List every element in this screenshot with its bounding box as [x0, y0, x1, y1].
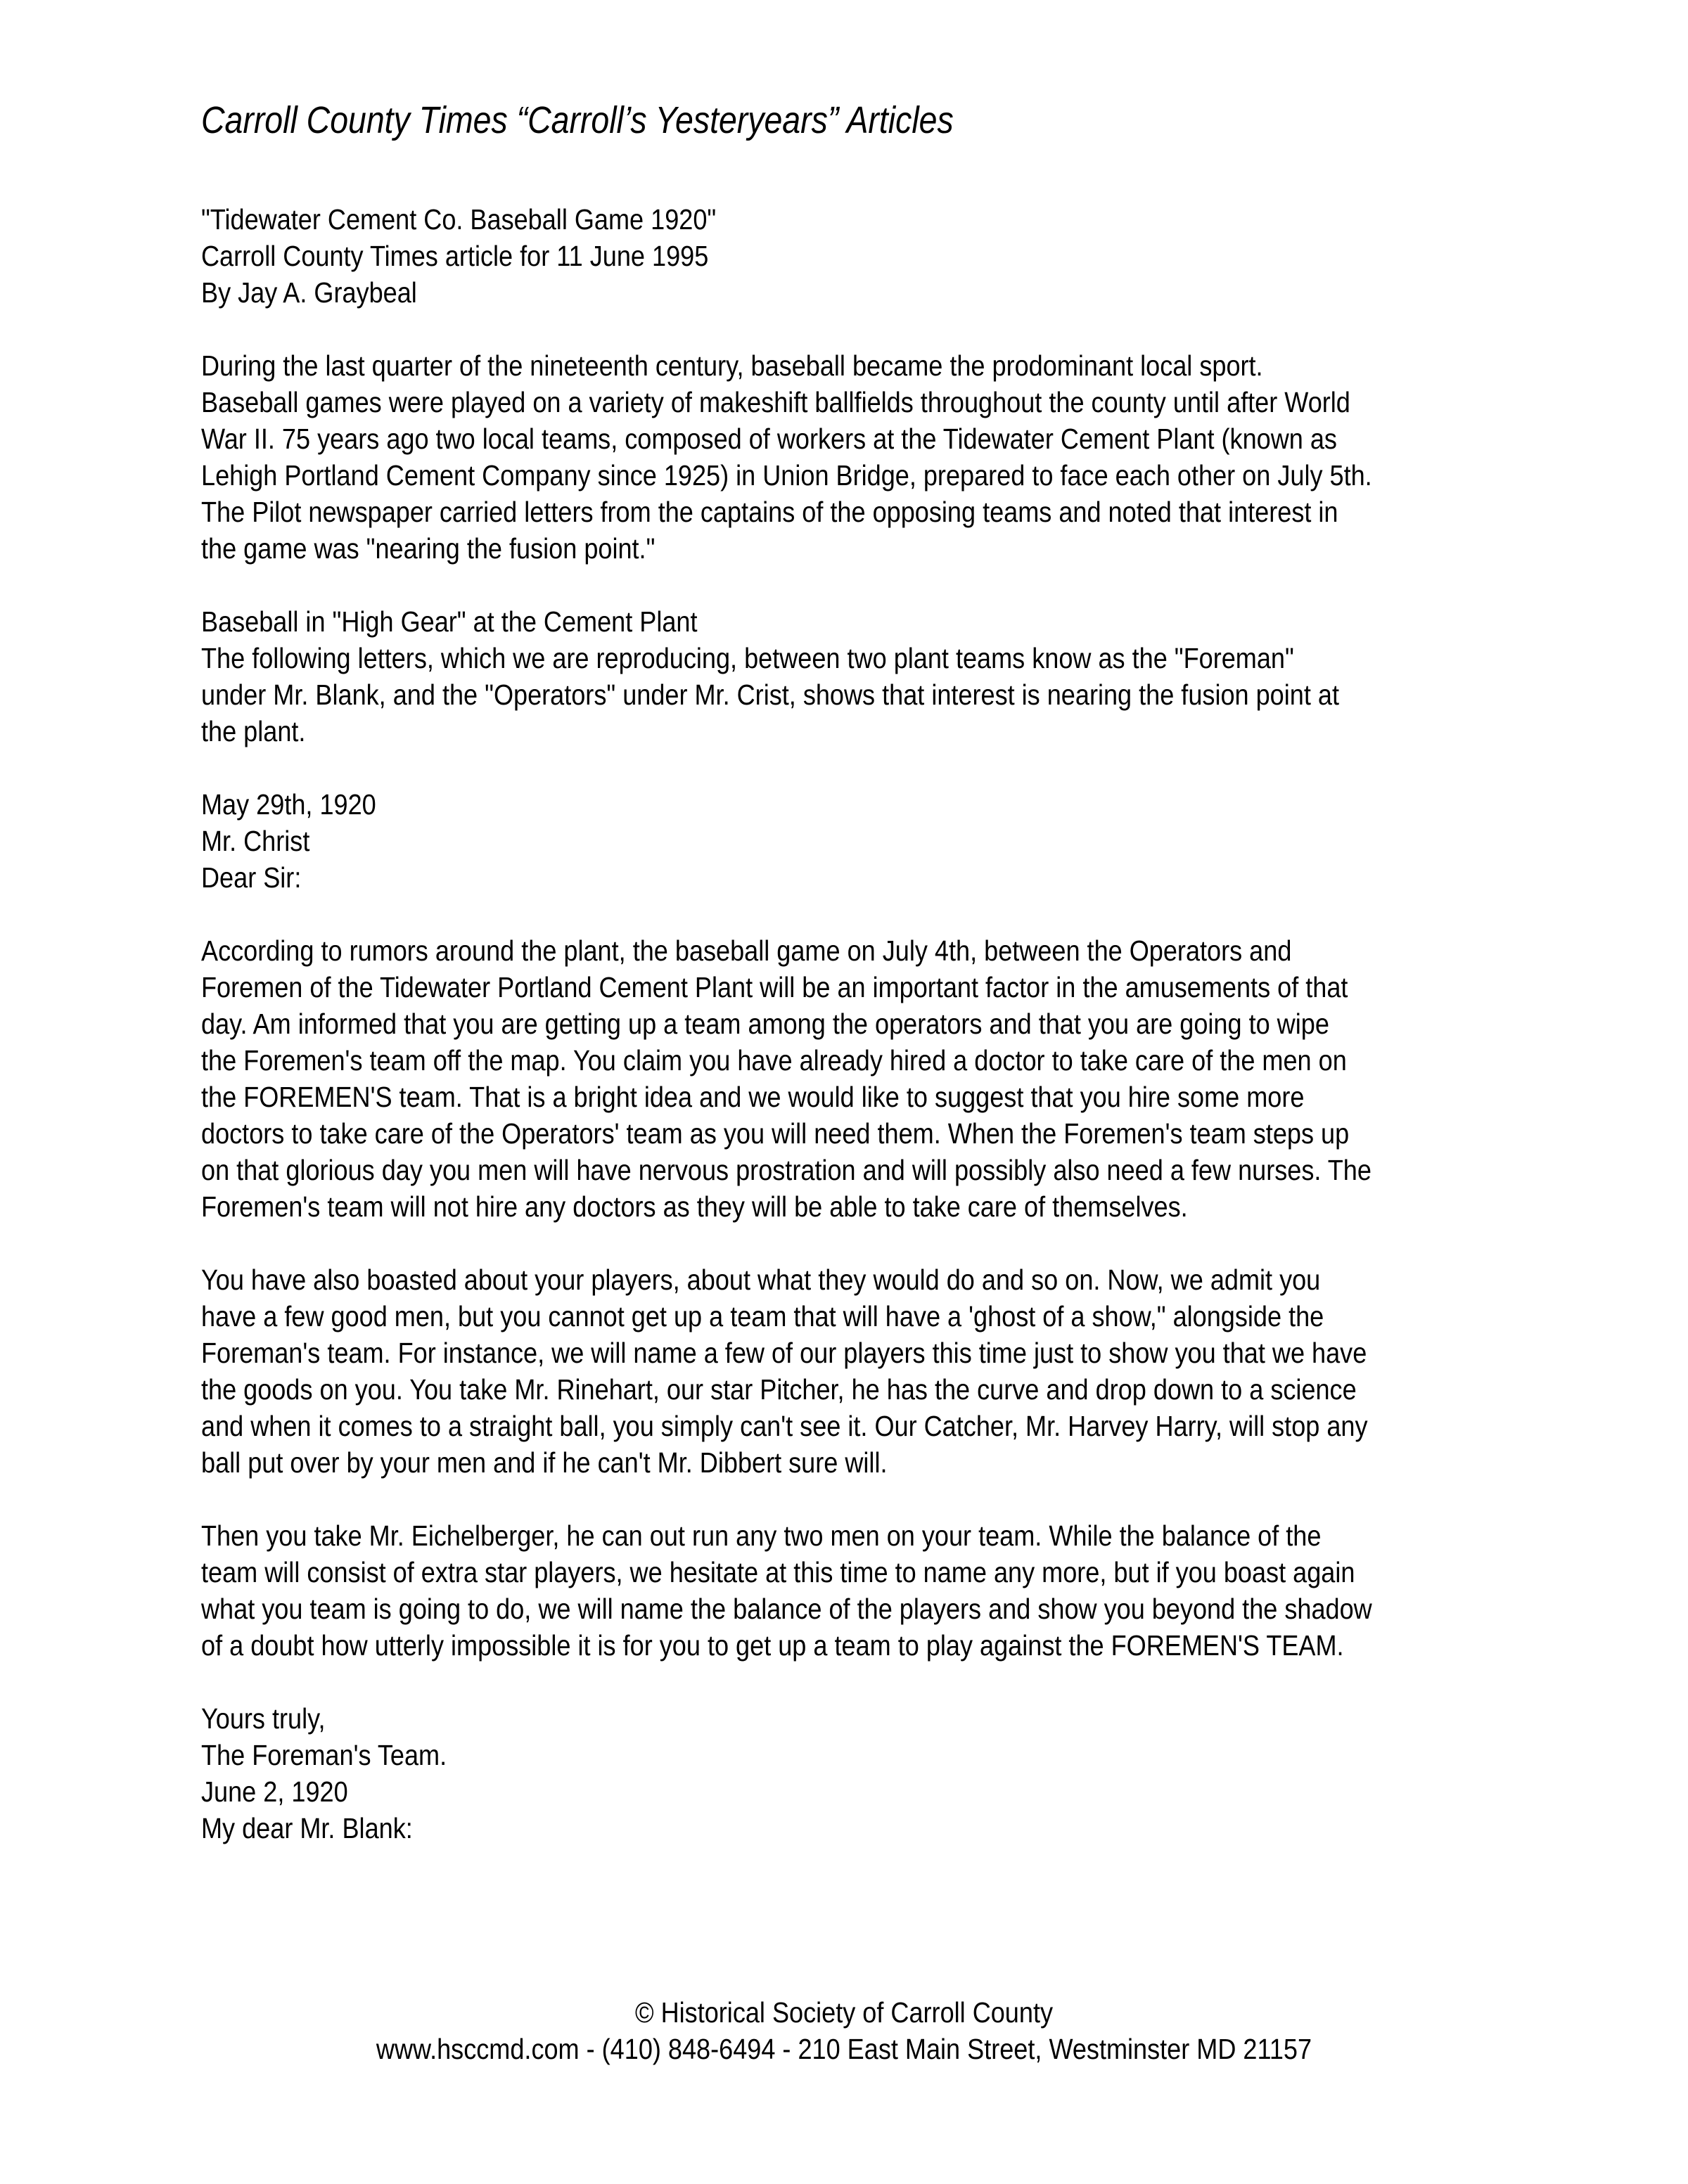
text-line: of a doubt how utterly impossible it is for you to get up a team to play against the FOREMEN'S TEAM.: [201, 1629, 1344, 1662]
text-line: By Jay A. Graybeal: [201, 276, 417, 309]
text-line: The Foreman's Team.: [201, 1739, 447, 1771]
text-line: [201, 567, 1372, 603]
text-line: Baseball games were played on a variety of makeshift ballfields throughout the county until after World: [201, 386, 1350, 418]
text-line: the game was "nearing the fusion point.": [201, 532, 656, 565]
text-line: day. Am informed that you are getting up a team among the operators and that you are going to wipe: [201, 1008, 1329, 1040]
text-line: Dear Sir:: [201, 861, 302, 894]
text-line: According to rumors around the plant, the baseball game on July 4th, between the Operators and: [201, 934, 1292, 967]
text-line: on that glorious day you men will have nervous prostration and will possibly also need a few nurses. The: [201, 1154, 1372, 1186]
text-line: Carroll County Times article for 11 June 1995: [201, 240, 709, 272]
text-line: the plant.: [201, 715, 306, 747]
text-line: Foremen of the Tidewater Portland Cement Plant will be an important factor in the amusements of that: [201, 971, 1348, 1003]
text-line: Foreman's team. For instance, we will name a few of our players this time just to show you that we have: [201, 1337, 1367, 1369]
text-line: and when it comes to a straight ball, you simply can't see it. Our Catcher, Mr. Harvey Harry, will stop any: [201, 1410, 1368, 1442]
text-line: [201, 896, 1372, 932]
text-line: the goods on you. You take Mr. Rinehart, our star Pitcher, he has the curve and drop down to a science: [201, 1373, 1357, 1406]
text-line: Baseball in "High Gear" at the Cement Plant: [201, 605, 698, 638]
text-line: You have also boasted about your players, about what they would do and so on. Now, we admit you: [201, 1264, 1321, 1296]
text-line: "Tidewater Cement Co. Baseball Game 1920": [201, 203, 717, 236]
text-line: The Pilot newspaper carried letters from the captains of the opposing teams and noted that interest in: [201, 496, 1338, 528]
text-line: The following letters, which we are reproducing, between two plant teams know as the "Foreman": [201, 642, 1294, 674]
text-line: During the last quarter of the nineteenth century, baseball became the prodominant local sport.: [201, 349, 1263, 382]
text-line: Foremen's team will not hire any doctors as they will be able to take care of themselves.: [201, 1190, 1188, 1223]
text-line: team will consist of extra star players, we hesitate at this time to name any more, but if you boast again: [201, 1556, 1355, 1588]
text-line: [201, 1481, 1372, 1517]
footer: [0, 1994, 1688, 2067]
footer-copyright: © Historical Society of Carroll County: [634, 1996, 1054, 2029]
text-line: June 2, 1920: [201, 1775, 348, 1808]
text-line: My dear Mr. Blank:: [201, 1812, 413, 1844]
document-title: Carroll County Times “Carroll’s Yesteryears” Articles: [201, 99, 954, 141]
footer-contact: www.hsccmd.com - (410) 848-6494 - 210 East Main Street, Westminster MD 21157: [376, 2033, 1312, 2065]
text-line: War II. 75 years ago two local teams, composed of workers at the Tidewater Cement Plant (known as: [201, 423, 1337, 455]
text-line: May 29th, 1920: [201, 788, 376, 821]
article-body: [201, 201, 1532, 1846]
text-line: Then you take Mr. Eichelberger, he can out run any two men on your team. While the balance of the: [201, 1520, 1322, 1552]
text-line: [201, 750, 1372, 786]
text-line: [201, 1664, 1372, 1700]
text-line: the FOREMEN'S team. That is a bright idea and we would like to suggest that you hire some more: [201, 1081, 1305, 1113]
text-line: ball put over by your men and if he can't Mr. Dibbert sure will.: [201, 1446, 888, 1479]
text-line: Mr. Christ: [201, 825, 310, 857]
text-line: what you team is going to do, we will name the balance of the players and show you beyond the shadow: [201, 1593, 1372, 1625]
text-line: doctors to take care of the Operators' team as you will need them. When the Foremen's team steps up: [201, 1117, 1350, 1150]
text-line: under Mr. Blank, and the "Operators" under Mr. Crist, shows that interest is nearing the fusion point at: [201, 679, 1339, 711]
text-line: [201, 311, 1372, 347]
text-line: Lehigh Portland Cement Company since 1925) in Union Bridge, prepared to face each other on July 5th.: [201, 459, 1372, 492]
text-line: the Foremen's team off the map. You claim you have already hired a doctor to take care of the men on: [201, 1044, 1347, 1077]
text-line: have a few good men, but you cannot get up a team that will have a 'ghost of a show," alongside the: [201, 1300, 1324, 1332]
text-line: Yours truly,: [201, 1702, 326, 1735]
text-line: [201, 1225, 1372, 1261]
